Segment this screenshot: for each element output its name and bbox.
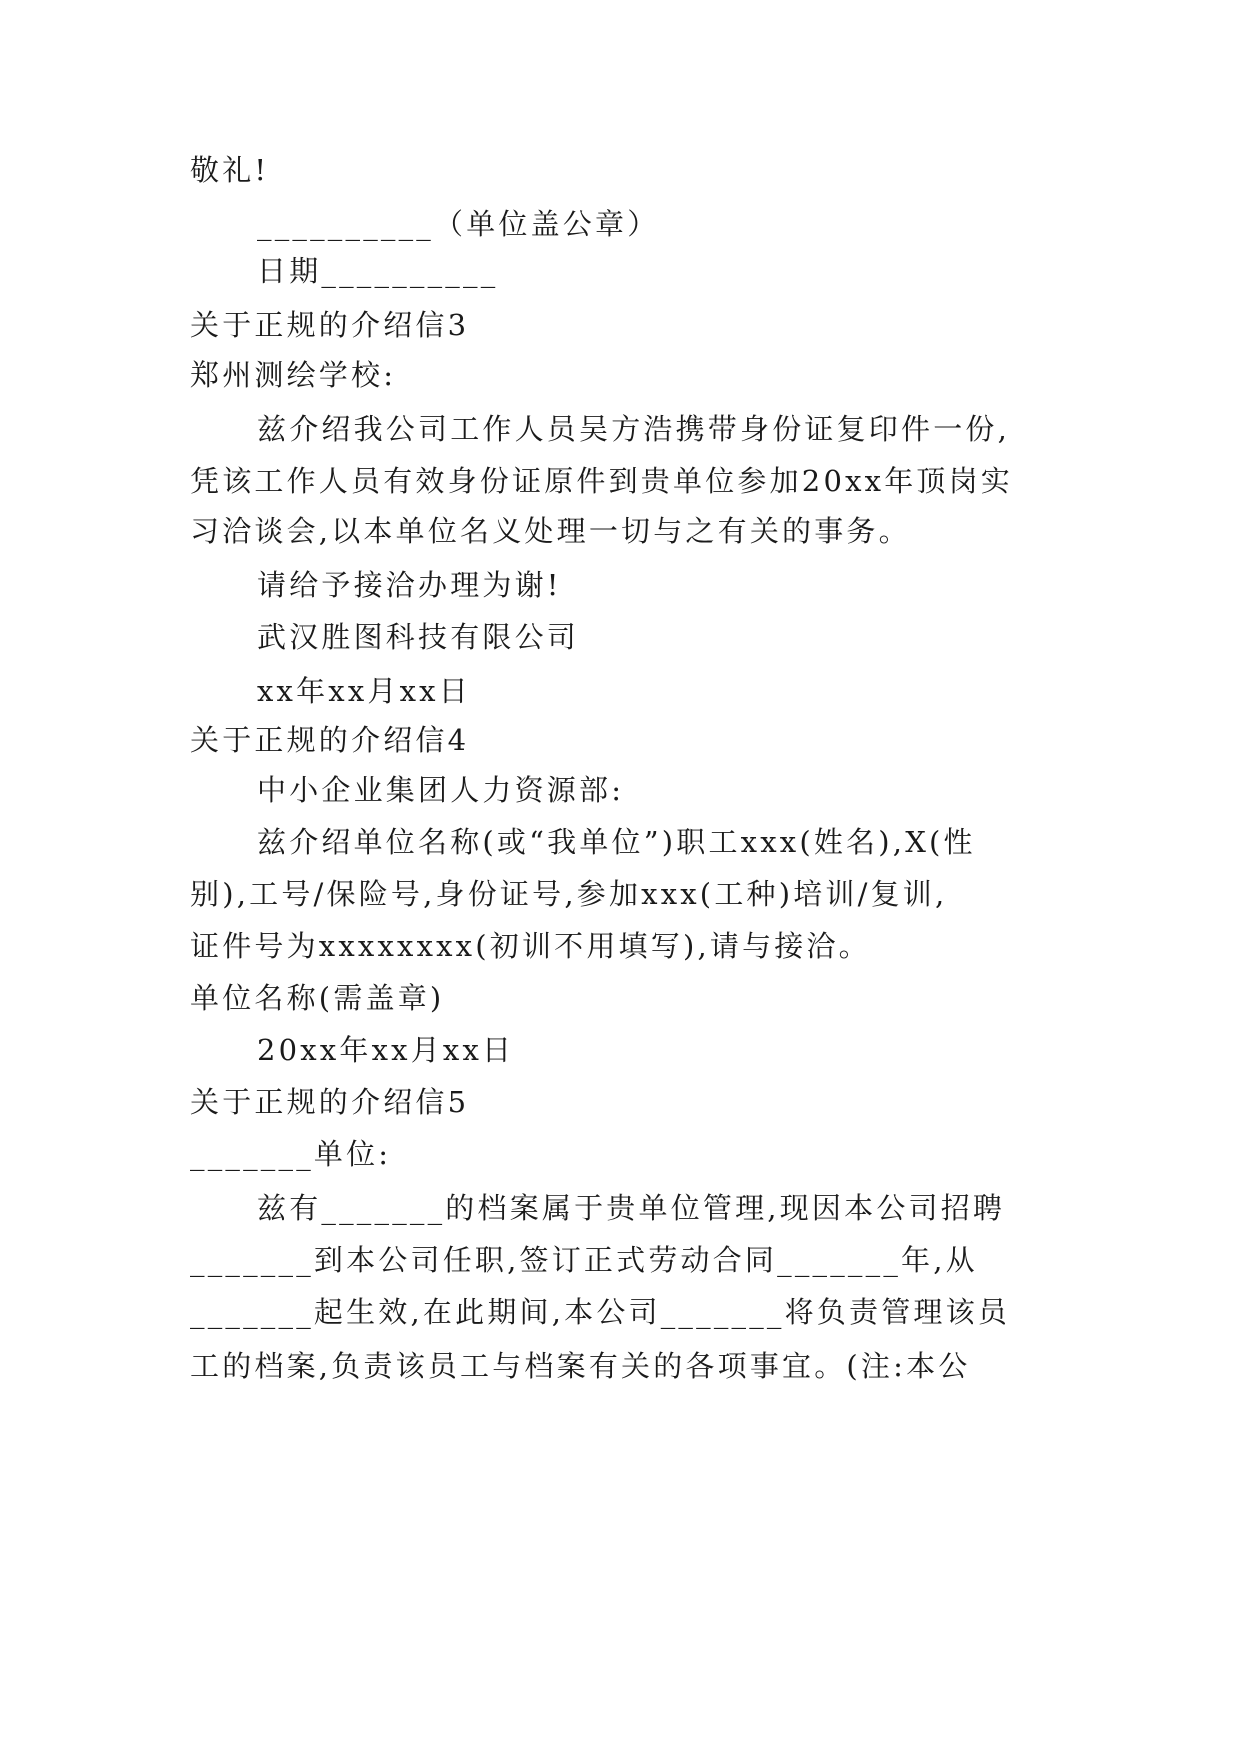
letter-4-body-line: 兹介绍单位名称(或“我单位”)职工xxx(姓名),X(性 bbox=[257, 825, 976, 859]
date-line: 日期__________ bbox=[257, 254, 499, 288]
letter-4-date: 20xx年xx月xx日 bbox=[257, 1033, 515, 1067]
letter-3-body-line: 兹介绍我公司工作人员吴方浩携带身份证复印件一份, bbox=[257, 412, 1011, 446]
letter-5-body-line: 工的档案,负责该员工与档案有关的各项事宜。(注:本公 bbox=[190, 1349, 971, 1383]
letter-5-body-line: _______到本公司任职,签订正式劳动合同_______年,从 bbox=[190, 1243, 978, 1277]
letter-5-body-line: 兹有_______的档案属于贵单位管理,现因本公司招聘 bbox=[257, 1191, 1006, 1225]
seal-line: __________（单位盖公章） bbox=[257, 207, 660, 241]
letter-4-body-line: 别),工号/保险号,身份证号,参加xxx(工种)培训/复训, bbox=[190, 877, 948, 911]
letter-4-body-line: 证件号为xxxxxxxx(初训不用填写),请与接洽。 bbox=[190, 929, 871, 963]
letter-4-recipient: 中小企业集团人力资源部: bbox=[257, 773, 625, 807]
letter-5-heading: 关于正规的介绍信5 bbox=[190, 1085, 470, 1119]
letter-5-body-line: _______起生效,在此期间,本公司_______将负责管理该员 bbox=[190, 1295, 1011, 1329]
letter-3-request: 请给予接洽办理为谢! bbox=[257, 568, 562, 602]
letter-5-recipient: _______单位: bbox=[190, 1137, 392, 1171]
letter-3-body-line: 习洽谈会,以本单位名义处理一切与之有关的事务。 bbox=[190, 514, 911, 548]
letter-3-company: 武汉胜图科技有限公司 bbox=[257, 620, 580, 654]
letter-4-heading: 关于正规的介绍信4 bbox=[190, 723, 470, 757]
closing-salutation: 敬礼! bbox=[190, 153, 270, 187]
letter-3-recipient: 郑州测绘学校: bbox=[190, 358, 397, 392]
letter-3-body-line: 凭该工作人员有效身份证原件到贵单位参加20xx年顶岗实 bbox=[190, 464, 1014, 498]
letter-3-date: xx年xx月xx日 bbox=[257, 674, 471, 708]
letter-3-heading: 关于正规的介绍信3 bbox=[190, 308, 470, 342]
letter-4-signatory: 单位名称(需盖章) bbox=[190, 981, 445, 1015]
